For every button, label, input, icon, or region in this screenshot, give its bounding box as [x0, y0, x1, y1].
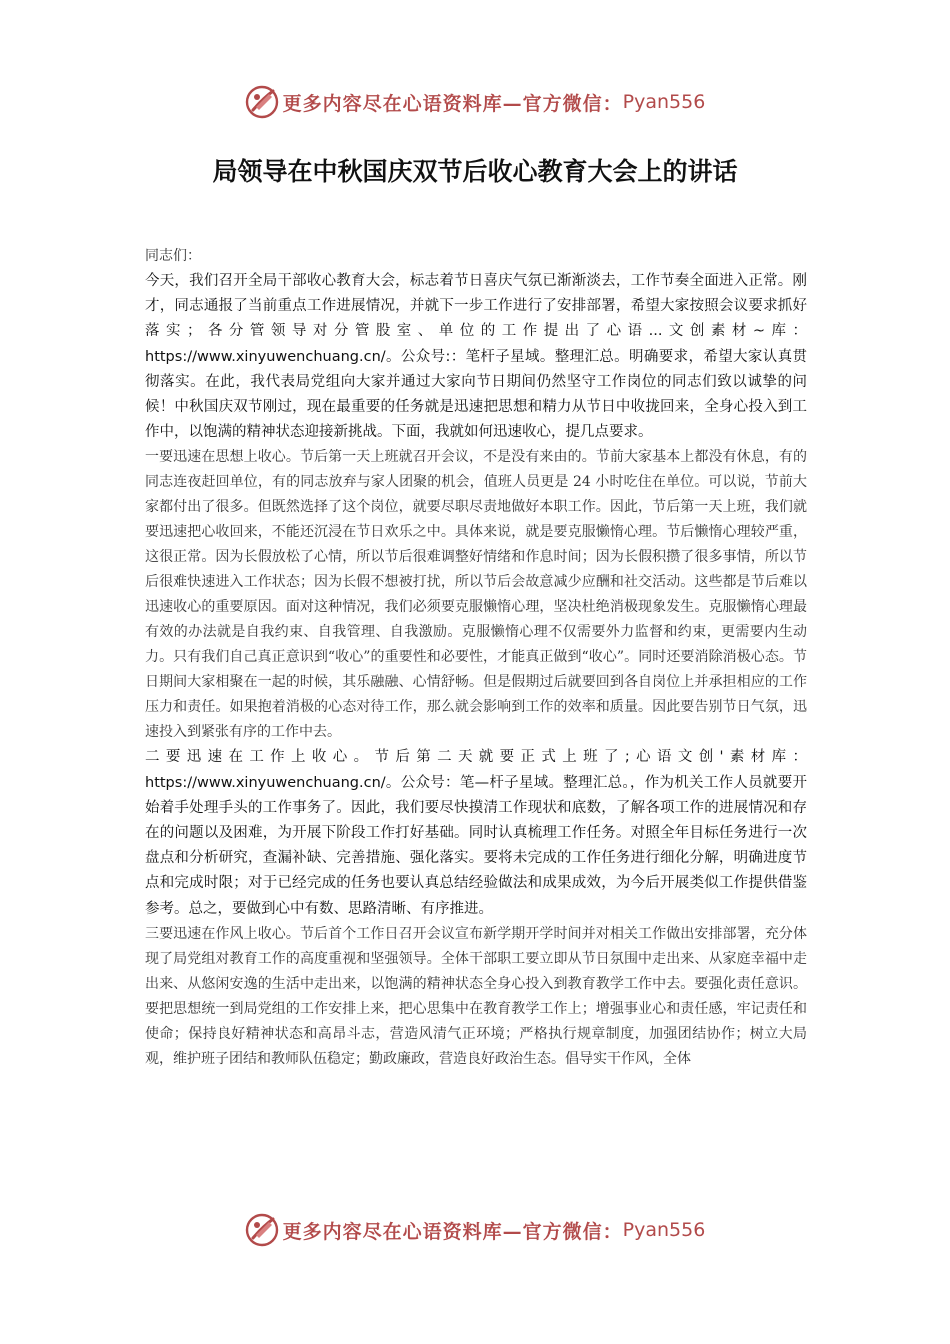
- paragraph-point-2: 二要迅速在工作上收心。节后第二天就要正式上班了;心语文创'素材库：https://www.xinyuwenchuang.cn/。公众号：笔—杆子星域。整理汇总。，作为机关工作人员就要开始着手处理手头的工作事务了。因此，我们要尽快摸清工作现状和底数，了解各项工作的进展情况和存在的问题以及困难，为开展下阶段工作打好基础。同时认真梳理工作任务。对照全年目标任务进行一次盘点和分析研究，查漏补缺、完善措施、强化落实。要将未完成的工作任务进行细化分解，明确进度节点和完成时限；对于已经完成的任务也要认真总结经验做法和成果成效，为今后开展类似工作提供借鉴参考。总之，要做到心中有数、思路清晰、有序推进。: [145, 749, 807, 917]
- watermark-footer: [0, 1210, 950, 1250]
- document-title: 局领导在中秋国庆双节后收心教育大会上的讲话: [212, 157, 738, 186]
- paragraph-point-1: 一要迅速在思想上收心。节后第一天上班就召开会议，不是没有来由的。节前大家基本上都没有休息，有的同志连夜赶回单位，有的同志放弃与家人团聚的机会，值班人员更是 24 小时吃住在单位。可以说，节前大家都付出了很多。但既然选择了这个岗位，就要尽职尽责地做好本职工作。因此，节后第一天上班，我们就要迅速把心收回来，不能还沉浸在节日欢乐之中。具体来说，就是要克服懒惰心理。节后懒惰心理较严重，这很正常。因为长假放松了心情，所以节后很难调整好情绪和作息时间；因为长假积攒了很多事情，所以节后很难快速进入工作状态；因为长假不想被打扰，所以节后会故意减少应酬和社交活动。这些都是节后难以迅速收心的重要原因。面对这种情况，我们必须要克服懒惰心理，坚决杜绝消极现象发生。克服懒惰心理最有效的办法就是自我约束、自我管理、自我激励。克服懒惰心理不仅需要外力监督和约束，更需要内生动力。只有我们自己真正意识到“收心”的重要性和必要性，才能真正做到“收心”。同时还要消除消极心态。节日期间大家相聚在一起的时候，其乐融融、心情舒畅。但是假期过后就要回到各自岗位上并承担相应的工作压力和责任。如果抱着消极的心态对待工作，那么就会影响到工作的效率和质量。因此要告别节日气氛，迅速投入到紧张有序的工作中去。: [145, 449, 807, 741]
- watermark-handle: Pyan556: [622, 91, 706, 113]
- watermark-text: 更多内容尽在心语资料库—官方微信：: [282, 1220, 623, 1243]
- paragraph-point-3: 三要迅速在作风上收心。节后首个工作日召开会议宣布新学期开学时间并对相关工作做出安排部署，充分体现了局党组对教育工作的高度重视和坚强领导。全体干部职工要立即从节日氛围中走出来、从家庭幸福中走出来、从悠闲安逸的生活中走出来，以饱满的精神状态全身心投入到教育教学工作中去。要强化责任意识。要把思想统一到局党组的工作安排上来，把心思集中在教育教学工作上；增强事业心和责任感，牢记责任和使命；保持良好精神状态和高昂斗志，营造风清气正环境；严格执行规章制度，加强团结协作；树立大局观，维护班子团结和教师队伍稳定；勤政廉政，营造良好政治生态。倡导实干作风，全体: [145, 925, 807, 1067]
- paragraph-intro: 今天，我们召开全局干部收心教育大会，标志着节日喜庆气氛已渐渐淡去，工作节奏全面进入正常。刚才，同志通报了当前重点工作进展情况，并就下一步工作进行了安排部署，希望大家按照会议要求抓好落实；各分管领导对分管股室、单位的工作提出了心语...文创素材~库：https://www.xinyuwenchuang.cn/。公众号:：笔杆子星域。整理汇总。明确要求，希望大家认真贯彻落实。在此，我代表局党组向大家并通过大家向节日期间仍然坚守工作岗位的同志们致以诚挚的问候！中秋国庆双节刚过，现在最重要的任务就是迅速把思想和精力从节日中收拢回来，全身心投入到工作中，以饱满的精神状态迎接新挑战。下面，我就如何迅速收心，提几点要求。: [145, 273, 807, 441]
- watermark-handle: Pyan556: [622, 1219, 706, 1241]
- pen-logo-icon: [245, 85, 279, 119]
- salutation: 同志们：: [145, 248, 201, 264]
- watermark-text: 更多内容尽在心语资料库—官方微信：: [282, 92, 623, 115]
- watermark-header: [0, 82, 950, 122]
- document-body: [145, 244, 807, 1072]
- pen-logo-icon: [245, 1213, 279, 1247]
